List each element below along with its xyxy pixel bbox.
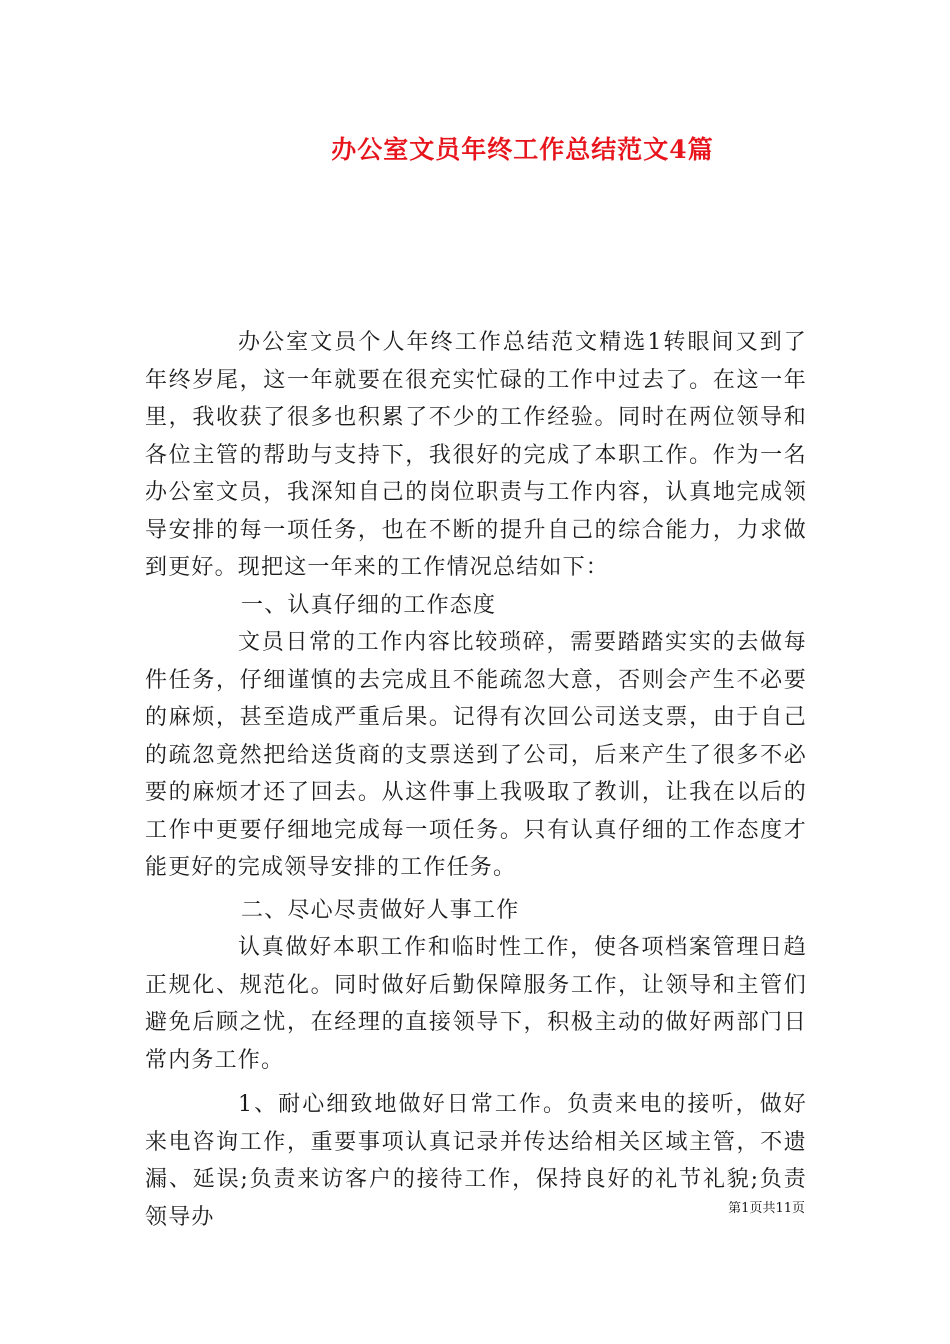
list-item-paragraph-1: 1、耐心细致地做好日常工作。负责来电的接听，做好来电咨询工作，重要事项认真记录并传达给相关区域主管，不遗漏、延误;负责来访客户的接待工作，保持良好的礼节礼貌;负责领导办 (145, 1092, 807, 1230)
section-paragraph-2: 认真做好本职工作和临时性工作，使各项档案管理日趋正规化、规范化。同时做好后勤保障服务工作，让领导和主管们避免后顾之忧，在经理的直接领导下，积极主动的做好两部门日常内务工作。 (145, 935, 807, 1073)
document-body (145, 324, 807, 1236)
section-paragraph-1: 文员日常的工作内容比较琐碎，需要踏踏实实的去做每件任务，仔细谨慎的去完成且不能疏忽大意，否则会产生不必要的麻烦，甚至造成严重后果。记得有次回公司送支票，由于自己的疏忽竟然把给送货商的支票送到了公司，后来产生了很多不必要的麻烦才还了回去。从这件事上我吸取了教训，让我在以后的工作中更要仔细地完成每一项任务。只有认真仔细的工作态度才能更好的完成领导安排的工作任务。 (145, 630, 807, 880)
intro-paragraph: 办公室文员个人年终工作总结范文精选1转眼间又到了年终岁尾，这一年就要在很充实忙碌的工作中过去了。在这一年里，我收获了很多也积累了不少的工作经验。同时在两位领导和各位主管的帮助与支持下，我很好的完成了本职工作。作为一名办公室文员，我深知自己的岗位职责与工作内容，认真地完成领导安排的每一项任务，也在不断的提升自己的综合能力，力求做到更好。现把这一年来的工作情况总结如下： (145, 330, 807, 580)
document-title: 办公室文员年终工作总结范文4篇 (331, 135, 714, 164)
section-heading-2: 二、尽心尽责做好人事工作 (241, 897, 520, 923)
section-heading-1: 一、认真仔细的工作态度 (241, 592, 497, 618)
page-number: 第1页共11页 (728, 1201, 805, 1216)
